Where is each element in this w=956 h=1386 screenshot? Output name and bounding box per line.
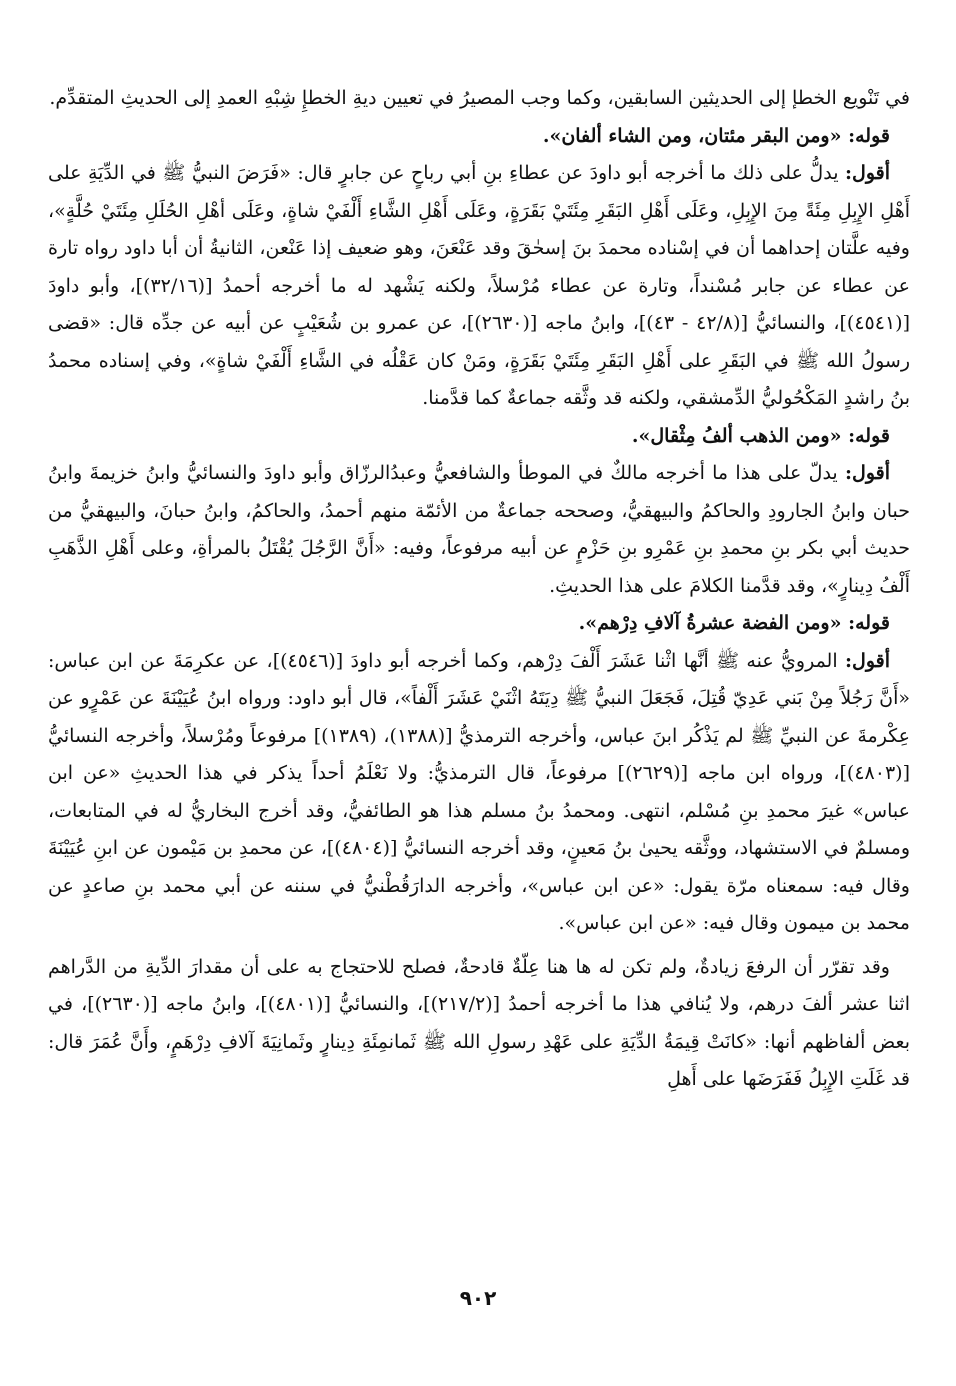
paragraph-intro	[48, 80, 910, 118]
paragraph-label: قوله:	[848, 612, 890, 634]
paragraph-aqulu-cattle-sheep	[48, 155, 910, 418]
paragraph-text: يدلّ على هذا ما أخرجه مالكٌ في الموطأ والشافعيُّ وعبدُالرزّاق وأبو داودَ والنسائيُّ وابنُ خزيمةَ وابنُ حبان وابنُ الجارودِ والحاكمُ والبيهقيُّ، وصححه جماعةٌ من الأئمّة منهم أحمدُ، والحاكمُ، وابنُ حبانَ، والبيهقيُّ من حديث أبي بكر بنِ محمدِ بنِ عَمْرِو بنِ حَزْمٍ عن أبيه مرفوعاً، وفيه: «أَنَّ الرَّجُلَ يُقْتَلُ بالمرأةِ، وعلى أَهْلِ الذَّهَبِ أَلْفُ دِينارٍ»، وقد قدَّمنا الكلامَ على هذا الحديثِ.	[48, 462, 910, 597]
paragraph-aqulu-gold	[48, 455, 910, 605]
paragraph-text: المرويُّ عنه ﷺ أنَّها اثْنا عَشَرَ أَلْفَ دِرْهم، وكما أخرجه أبو داودَ [(٤٥٤٦)]، عن عكرِمَةَ عن ابن عباس: «أَنَّ رَجُلاً مِنْ بَني عَدِيّ قُتِلَ، فَجَعَلَ النبيُّ ﷺ دِيَتَهُ اثْنَيْ عَشَرَ أَلْفاً»، قال أبو داود: ورواه ابنُ عُيَيْنَةَ عن عَمْرٍو عن عِكْرمةَ عن النبيِّ ﷺ لم يَذْكُر ابنَ عباس، وأخرجه الترمذيُّ [(١٣٨٨)، (١٣٨٩)] مرفوعاً ومُرْسلاً، وأخرجه النسائيُّ [(٤٨٠٣)]، ورواه ابن ماجه [(٢٦٢٩)] مرفوعاً، قال الترمذيُّ: ولا نَعْلَمُ أحداً يذكر في هذا الحديثِ «عن ابن عباس» غيرَ محمدِ بنِ مُسْلم، انتهى. ومحمدُ بنُ مسلم هذا هو الطائفيُّ، وقد أخرج البخاريُّ له في المتابعات، ومسلمٌ في الاستشهاد، ووثَّقه يحيىٰ بنُ مَعينٍ، وقد أخرجه النسائيُّ [(٤٨٠٤)]، عن محمدِ بن مَيْمون عن ابنِ عُيَيْنَةَ وقال فيه: سمعناه مرّة يقول: «عن ابن عباس»، وأخرجه الدارَقُطْنيُّ في سننه عن أبي محمد بنِ صاعدٍ عن محمد بن ميمون وقال فيه: «عن ابن عباس».	[48, 649, 911, 934]
heading-qawluhu-silver	[48, 605, 910, 643]
paragraph-closing	[48, 949, 910, 1099]
heading-qawluhu-gold	[48, 418, 910, 456]
paragraph-aqulu-silver	[48, 643, 910, 943]
page-body	[48, 80, 910, 1099]
paragraph-label: أقول:	[845, 462, 890, 484]
paragraph-label: قوله:	[848, 424, 890, 447]
paragraph-text: وقد تقرّر أن الرفعَ زيادةٌ، ولم تكن له ها هنا عِلّةٌ قادحةٌ، فصلح للاحتجاج به على أن مقدارَ الدِّيةِ من الدَّراهم اثنا عشر ألفَ درهم، ولا يُنافي هذا ما أخرجه أحمدُ [(٢١٧/٢)]، والنسائيُّ [(٤٨٠١)]، وابنُ ماجه [(٢٦٣٠)]، في بعض ألفاظهم أنها: «كانَتْ قِيمَةُ الدِّيَةِ على عَهْدِ رسولِ الله ﷺ ثَمانمِئَةِ دِينارٍ وثَمانِيَةَ آلافِ دِرْهَمٍ، وأَنَّ عُمَرَ قال: قد غَلَتِ الإِبِلُ فَفَرَضَها على أَهلِ	[48, 955, 910, 1090]
paragraph-text: «ومن الفضة عشرةُ آلافِ دِرْهم».	[578, 612, 842, 634]
paragraph-label: أقول:	[845, 649, 891, 672]
paragraph-label: قوله:	[848, 124, 890, 147]
paragraph-text: «ومن البقر مئتان، ومن الشاء ألفان».	[542, 124, 842, 147]
paragraph-text: في تَنْويع الخطإ إلى الحديثين السابقين، وكما وجب المصيرُ في تعيين ديةِ الخطإِ شِبْهِ العمدِ إلى الحديثِ المتقدِّم.	[49, 87, 910, 109]
page-number: ٩٠٢	[459, 1286, 497, 1310]
paragraph-text: «ومن الذهب ألفُ مِثْقال».	[631, 424, 842, 447]
paragraph-label: أقول:	[845, 162, 890, 184]
heading-qawluhu-cattle-sheep	[48, 118, 910, 156]
paragraph-text: يدلُّ على ذلك ما أخرجه أبو داودَ عن عطاءِ بنِ أبي رباحٍ عن جابرٍ قال: «فَرَضَ النبيُّ ﷺ في الدِّيَةِ على أَهْلِ الإِبِلِ مِئَةً مِنَ الإِبِلِ، وعَلَى أَهْلِ البَقَرِ مِئَتَيْ بَقَرَةٍ، وعَلَى أَهْلِ الشَّاءِ أَلْفَيْ شاةٍ، وعَلَى أهْلِ الحُلَلِ مِئَتَيْ حُلَّةٍ»، وفيه علَّتان إحداهما أن في إسْناده محمدَ بنَ إسحٰقَ وقد عَنْعَنَ، وهو ضعيف إذا عَنْعن، الثانيةُ أن أبا داود رواه تارة عن عطاء عن جابر مُسْنداً، وتارة عن عطاء مُرْسلاً، ولكنه يَشْهد له ما أخرجه أحمدُ [(٣٢/١٦)]، وأبو داودَ [(٤٥٤١)]، والنسائيُّ [(٤٢/٨ - ٤٣)]، وابنُ ماجه [(٢٦٣٠)]، عن عمرو بن شُعَيْبٍ عن أبيه عن جدِّه قال: «قضى رسولُ الله ﷺ في البَقَرِ على أَهْلِ البَقَرِ مِئَتَيْ بَقَرَةٍ، ومَنْ كان عَقْلُه في الشَّاءِ أَلْفَيْ شاةٍ»، وفي إسناده محمدُ بنُ راشدٍ المَكْحُوليُّ الدِّمشقي، ولكنه قد وثَّقه جماعةٌ كما قدَّمنا.	[48, 162, 910, 409]
